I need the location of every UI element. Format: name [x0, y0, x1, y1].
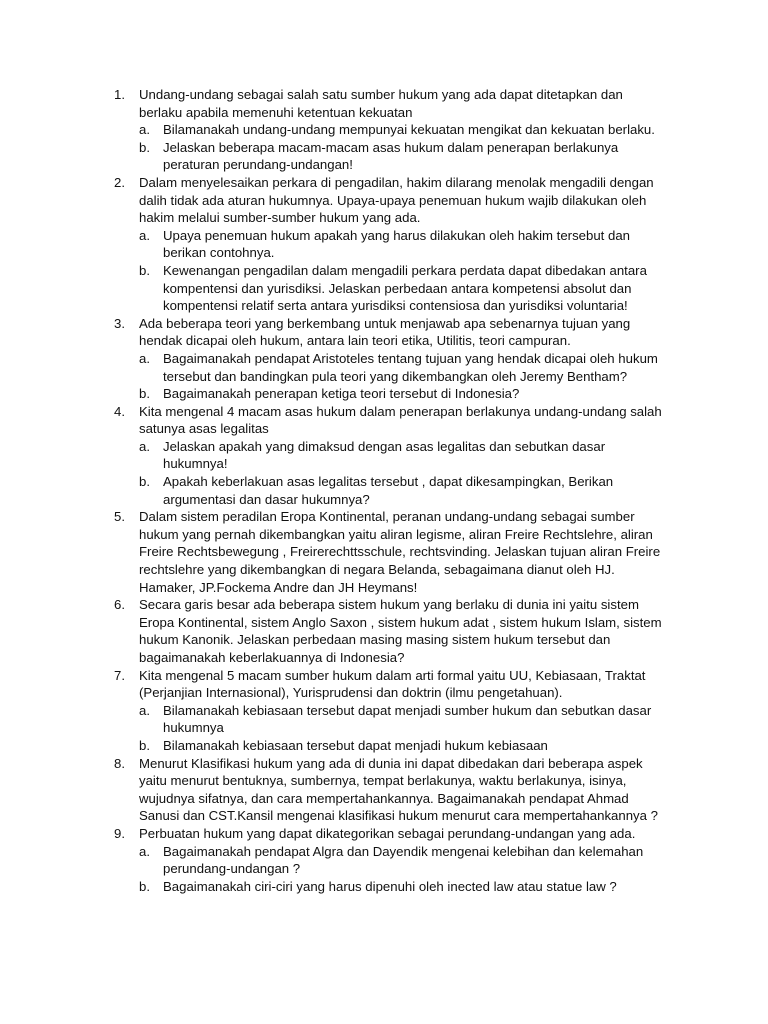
question-text: Kita mengenal 5 macam sumber hukum dalam arti formal yaitu UU, Kebiasaan, Traktat (Perjanjian Internasional), Yurisprudensi dan doktrin (ilmu pengetahuan).: [139, 667, 646, 701]
sub-question-letter: a.: [139, 438, 150, 454]
sub-question-item: [139, 227, 669, 262]
sub-question-letter: b.: [139, 878, 150, 894]
question-text: Secara garis besar ada beberapa sistem hukum yang berlaku di dunia ini yaitu sistem Eropa Kontinental, sistem Anglo Saxon , sistem hukum adat , sistem hukum Islam, sistem hukum Kanonik. Jelaskan perbedaan masing masing sistem hukum tersebut dan bagaimanakah keberlakuannya di Indonesia?: [139, 597, 662, 665]
question-text: Menurut Klasifikasi hukum yang ada di dunia ini dapat dibedakan dari beberapa aspek yaitu menurut bentuknya, sumbernya, tempat berlakunya, waktu berlakunya, isinya, wujudnya sifatnya, dan cara mempertahankannya. Bagaimanakah pendapat Ahmad Sanusi dan CST.Kansil mengenai klasifikasi hukum menurut cara mempertahankannya ?: [139, 755, 658, 824]
question-number: 7.: [114, 667, 125, 683]
sub-question-letter: a.: [139, 702, 150, 718]
sub-question-letter: b.: [139, 474, 150, 490]
sub-question-text: Kewenangan pengadilan dalam mengadili perkara perdata dapat dibedakan antara kompentensi dan yurisdiksi. Jelaskan perbedaan antara kompetensi absolut dan kompentensi relatif serta antara yurisdiksi contensiosa dan yurisdiksi voluntaria!: [163, 262, 647, 314]
question-item: [0, 403, 669, 509]
sub-question-text: Apakah keberlakuan asas legalitas tersebut , dapat dikesampingkan, Berikan argumentasi dan dasar hukumnya?: [163, 474, 614, 507]
sub-question-text: Bagaimanakah penerapan ketiga teori tersebut di Indonesia?: [163, 386, 520, 402]
question-number: 5.: [114, 509, 125, 525]
sub-question-letter: b.: [139, 139, 150, 155]
sub-question-letter: a.: [139, 843, 150, 859]
question-number: 9.: [114, 825, 125, 841]
question-number: 3.: [114, 315, 125, 331]
sub-question-text: Bagaimanakah pendapat Algra dan Dayendik mengenai kelebihan dan kelemahan perundang-undangan ?: [163, 843, 644, 877]
sub-question-text: Bagaimanakah ciri-ciri yang harus dipenuhi oleh inected law atau statue law ?: [163, 878, 617, 894]
question-item: [0, 174, 669, 315]
question-text: Kita mengenal 4 macam asas hukum dalam penerapan berlakunya undang-undang salah satunya asas legalitas: [139, 403, 662, 437]
question-item: [0, 86, 669, 174]
sub-question-item: [139, 121, 669, 139]
sub-question-item: [139, 139, 669, 174]
question-number: 4.: [114, 403, 125, 419]
question-text: Undang-undang sebagai salah satu sumber hukum yang ada dapat ditetapkan dan berlaku apabila memenuhi ketentuan kekuatan: [139, 87, 623, 120]
question-item: [0, 508, 669, 596]
sub-question-text: Bilamanakah undang-undang mempunyai kekuatan mengikat dan kekuatan berlaku.: [163, 122, 655, 138]
sub-question-letter: a.: [139, 350, 150, 366]
sub-question-text: Upaya penemuan hukum apakah yang harus dilakukan oleh hakim tersebut dan berikan contohnya.: [163, 227, 630, 261]
question-text: Ada beberapa teori yang berkembang untuk menjawab apa sebenarnya tujuan yang hendak dicapai oleh hukum, antara lain teori etika, Utilitis, teori campuran.: [139, 315, 631, 349]
sub-question-letter: a.: [139, 122, 150, 138]
question-number: 8.: [114, 755, 125, 771]
sub-question-item: [139, 438, 669, 473]
question-item: [0, 755, 669, 825]
question-item: [0, 315, 669, 403]
sub-question-item: [139, 843, 669, 878]
question-text: Dalam sistem peradilan Eropa Kontinental, peranan undang-undang sebagai sumber hukum yang pernah dikembangkan yaitu aliran legisme, aliran Freire Rechtslehre, aliran Freire Rechtsbewegung , Freirerechttsschule, rechtsvinding. Jelaskan tujuan aliran Freire rechtslehre yang dikembangkan di negara Belanda, sebagaimana dianut oleh HJ. Hamaker, JP.Fockema Andre dan JH Heymans!: [139, 509, 661, 595]
question-item: [0, 825, 669, 895]
sub-question-letter: b.: [139, 737, 150, 753]
sub-question-letter: b.: [139, 386, 150, 402]
sub-question-item: [139, 737, 669, 755]
question-number: 6.: [114, 597, 125, 613]
question-item: [0, 596, 669, 666]
sub-question-text: Bilamanakah kebiasaan tersebut dapat menjadi hukum kebiasaan: [163, 737, 548, 753]
question-number: 1.: [114, 87, 125, 102]
sub-question-item: [139, 878, 669, 896]
sub-question-item: [139, 350, 669, 385]
question-list: [0, 86, 768, 895]
question-text: Perbuatan hukum yang dapat dikategorikan sebagai perundang-undangan yang ada.: [139, 825, 636, 841]
sub-question-text: Bagaimanakah pendapat Aristoteles tentang tujuan yang hendak dicapai oleh hukum tersebut dan bandingkan pula teori yang dikembangkan oleh Jeremy Bentham?: [163, 350, 658, 384]
sub-question-letter: a.: [139, 227, 150, 243]
question-item: [0, 667, 669, 755]
sub-question-item: [139, 473, 669, 508]
sub-question-text: Jelaskan apakah yang dimaksud dengan asas legalitas dan sebutkan dasar hukumnya!: [163, 438, 606, 472]
sub-question-text: Jelaskan beberapa macam-macam asas hukum dalam penerapan berlakunya peraturan perundang-undangan!: [163, 139, 619, 173]
sub-question-letter: b.: [139, 262, 150, 278]
sub-question-item: [139, 385, 669, 403]
question-text: Dalam menyelesaikan perkara di pengadilan, hakim dilarang menolak mengadili dengan dalih tidak ada aturan hukumnya. Upaya-upaya penemuan hukum wajib dilakukan oleh hakim melalui sumber-sumber hukum yang ada.: [139, 174, 654, 226]
question-number: 2.: [114, 174, 125, 190]
sub-question-item: [139, 702, 669, 737]
sub-question-item: [139, 262, 669, 315]
sub-question-text: Bilamanakah kebiasaan tersebut dapat menjadi sumber hukum dan sebutkan dasar hukumnya: [163, 702, 652, 736]
